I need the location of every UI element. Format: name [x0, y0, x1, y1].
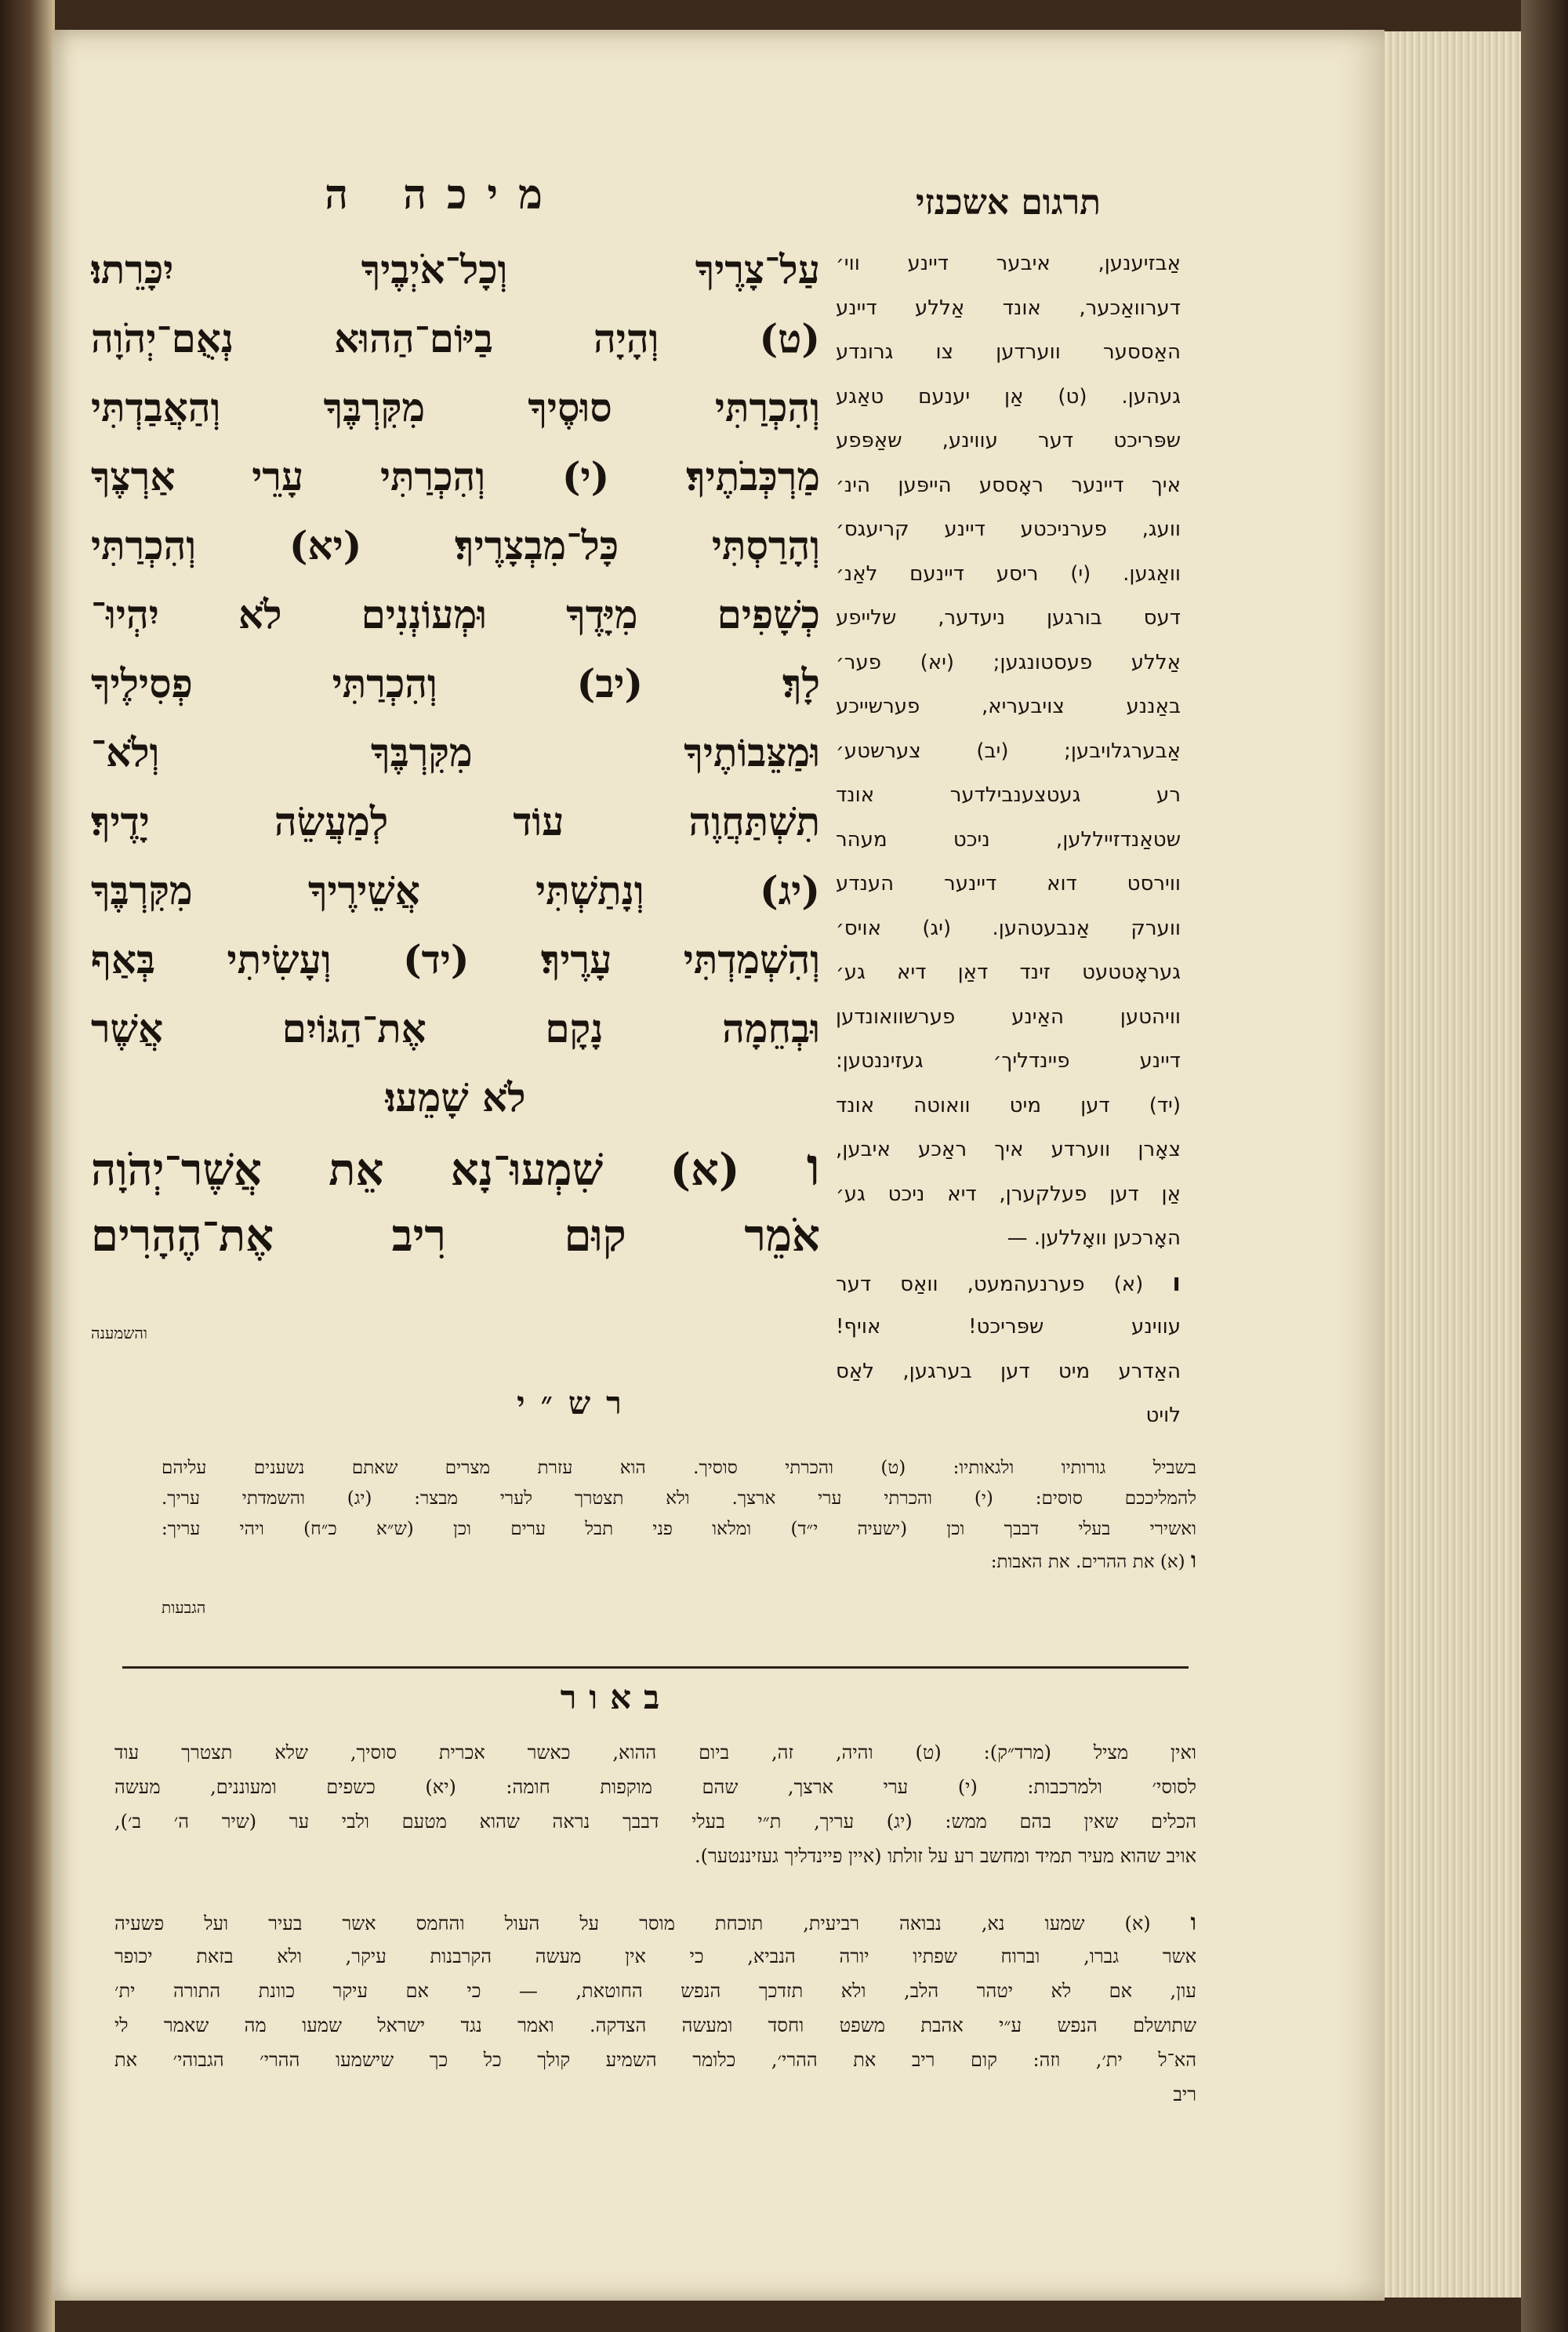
targum-line: אַללע פעסטונגען; (יא) פער׳: [836, 650, 1181, 674]
targum-line: ווערק אַנבעטהען. (יג) אויס׳: [836, 916, 1181, 940]
chapter-marker: ו: [1190, 1547, 1196, 1573]
catchword: הגבעות: [162, 1598, 206, 1617]
targum-line: געראָטטעט זינד דאַן דיא גע׳: [836, 961, 1181, 984]
chapter-marker: ו: [806, 1135, 820, 1197]
rashi-chapter-text: (א) את ההרים. את האבות:: [990, 1552, 1185, 1572]
hebrew-line: וּבְחֵמָה נָקָם אֶת־הַגּוֹיִם אֲשֶׁר: [91, 1005, 820, 1052]
hebrew-line: לֹא שָׁמֵעוּ׃: [385, 1074, 526, 1121]
targum-line: צאָרן ווערדע איך ראַכע איבען,: [836, 1138, 1181, 1161]
targum-line: וועג, פערניכטע דיינע קריעגס׳: [836, 518, 1181, 541]
targum-line: רע געטצענבילדער אונד: [836, 783, 1181, 807]
book-cover-left: [0, 0, 55, 2332]
book-page: [52, 30, 1385, 2301]
targum-line: וויהטען האַינע פערשוואונדען: [836, 1004, 1181, 1029]
targum-line: אַבערגלויבען; (יב) צערשטע׳: [836, 739, 1181, 763]
targum-line: דערוואַכער, אונד אַללע דיינע: [836, 296, 1181, 320]
rashi-title: רש״י: [517, 1385, 637, 1422]
biur-line: אויב שהוא מעיר תמיד ומחשב רע על זולתו (איין פיינדליך געזיננטער).: [694, 1845, 1196, 1867]
targum-line: שטאַנדזייללען, ניכט מעהר: [836, 827, 1181, 852]
biur-line: עון, אם לא יטהר הלב, ולא תזדכך הנפש החוטאת, — כי אם עיקר כוונת התורה ית׳: [114, 1980, 1196, 2002]
targum-line: וואַגען. (י) ריסע דיינעם לאַנ׳: [836, 561, 1181, 586]
targum-line: האַססער ווערדען צו גרונדע: [836, 340, 1181, 364]
targum-line: דיינע פיינדליך׳ געזיננטען:: [836, 1049, 1181, 1073]
rashi-commentary: [162, 1453, 1196, 1575]
biur-line: ואין מציל (מרד״ק): (ט) והיה, זה, ביום ההוא, כאשר אכרית סוסיך, שלא תצטרך עוד: [114, 1742, 1196, 1764]
page-edges: [1380, 31, 1538, 2297]
targum-line: איך דיינער ראָססע הייפּען הינ׳: [836, 473, 1181, 497]
targum-chapter-text: (א) פערנעהמעט, וואַס דער: [836, 1272, 1144, 1296]
hebrew-line: וְהִכְרַתִּי סוּסֶיךָ מִקִּרְבֶּךָ וְהַאֲבַדְתִּי: [91, 384, 820, 430]
biur-line: שתושלם הנפש ע״י אהבת משפט וחסד ומעשה הצדקה. ואמר נגד ישראל שמעו מה שאמר לי: [114, 2014, 1196, 2036]
targum-column: [836, 242, 1181, 1438]
targum-line: עווינע שפּריכט! אויף!: [836, 1315, 1181, 1339]
rashi-line: ואשירי בעלי דבבך וכן (ישעיה י״ד) ומלאו פני תבל ערים וכן (ש״א כ״ח) ויהי עריך:: [162, 1519, 1196, 1539]
targum-line: ווירסט דוא דיינער הענדע: [836, 872, 1181, 895]
biur-commentary: [114, 1735, 1196, 2112]
hebrew-line: וְהִשְׁמַדְתִּי עָרֶיךָ׃ (יד) וְעָשִׂיתִי בְּאַף: [91, 936, 820, 983]
hebrew-line: אֹמֵר קוּם רִיב אֶת־הֶהָרִים: [91, 1210, 820, 1262]
targum-line: אַן דען פעלקערן, דיא ניכט גע׳: [836, 1182, 1181, 1206]
targum-line: האַדרע מיט דען בערגען, לאַס: [836, 1359, 1181, 1383]
biur-line: אשר גברו, וברוח שפתיו יורה הנביא, כי אין מעשה הקרבנות עיקר, ולא בזאת יכופר: [114, 1945, 1196, 1967]
hebrew-chapter-text: (א) שִׁמְעוּ־נָא אֵת אֲשֶׁר־יְהֹוָה: [91, 1144, 740, 1196]
hebrew-text-column: [91, 235, 820, 1270]
hebrew-line: וּמַצֵּבוֹתֶיךָ מִקִּרְבֶּךָ וְלֹא־: [91, 729, 820, 776]
hebrew-line: וְהָרַסְתִּי כָּל־מִבְצָרֶיךָ׃ (יא) וְהִכְרַתִּי: [91, 522, 820, 568]
hebrew-chapter-line: [91, 1132, 820, 1201]
hebrew-line: (יג) וְנָתַשְׁתִּי אֲשֵׁירֶיךָ מִקִּרְבֶּךָ: [91, 867, 820, 914]
targum-line: געהען. (ט) אַן יענעם טאַגע: [836, 384, 1181, 409]
book-cover-right: [1521, 0, 1568, 2332]
biur-title: באור: [560, 1678, 673, 1716]
hebrew-line: מַרְכְּבֹתֶיךָ׃ (י) וְהִכְרַתִּי עָרֵי אַרְצֶךָ: [91, 453, 820, 499]
catchword: והשמענה: [91, 1324, 147, 1342]
section-divider: [122, 1666, 1189, 1669]
hebrew-line: תִשְׁתַּחֲוֶה עוֹד לְמַעֲשֵׂה יָדֶיךָ׃: [91, 798, 820, 845]
targum-chapter-line: [836, 1261, 1181, 1306]
chapter-marker: ו: [1172, 1268, 1181, 1297]
targum-line: באַננע צויבעריא, פערשייכע: [836, 695, 1181, 718]
biur-line: לסוסי׳ ולמרכבות: (י) ערי ארצך, שהם מוקפות חומה: (יא) כשפים ומעוננים, מעשה: [114, 1776, 1196, 1798]
targum-line: אַבזיענען, איבער דיינע ווי׳: [836, 252, 1181, 275]
hebrew-line: עַל־צָרֶיךָ וְכָל־אֹיְבֶיךָ יִכָּרֵתוּ׃: [91, 246, 820, 292]
targum-line: שפּריכט דער עווינע, שאַפּפע: [836, 429, 1181, 452]
biur-chapter-text: (א) שמעו נא, נבואה רביעית, תוכחת מוסר על העול והחמס אשר בעיר ועל פשעיה: [114, 1912, 1151, 1934]
biur-line: הכלים שאין בהם ממש: (יג) עריך, ת״י בעלי דבבך נראה שהוא מטעם ולבי ער (שיר ה׳ ב׳),: [114, 1811, 1196, 1833]
running-head-book: מיכה ה: [325, 171, 563, 219]
targum-line: (יד) דען מיט וואוטה אונד: [836, 1093, 1181, 1117]
biur-line: ריב: [1173, 2083, 1196, 2105]
targum-line: לויט: [1145, 1404, 1181, 1427]
hebrew-line: כְשָׁפִים מִיָּדֶךָ וּמְעוֹנְנִים לֹא יִהְיוּ־: [91, 591, 820, 637]
running-head-targum: תרגום אשכנזי: [915, 183, 1102, 223]
rashi-line: בשביל גורותיו ולגאותיו: (ט) והכרתי סוסיך. הוא עזרת מצרים שאתם נשענים עליהם: [162, 1458, 1196, 1478]
biur-chapter-line: [114, 1905, 1196, 1939]
biur-line: הא־ל ית׳, וזה: קום ריב את ההרי׳, כלומר השמיע קולך כל כך שישמעו ההרי׳ הגבוהי׳ את: [114, 2049, 1196, 2071]
chapter-marker: ו: [1190, 1909, 1196, 1935]
rashi-line: להמליככם סוסים: (י) והכרתי ערי ארצך. ולא תצטרך לערי מבצר: (יג) והשמדתי עריך.: [162, 1488, 1196, 1509]
targum-line: האָרכען וואָללען. —: [1007, 1226, 1181, 1250]
rashi-chapter-line: [162, 1545, 1196, 1575]
hebrew-line: לָךְ׃ (יב) וְהִכְרַתִּי פְסִילֶיךָ: [91, 660, 820, 707]
hebrew-line: (ט) וְהָיָה בַיּוֹם־הַהוּא נְאֻם־יְהֹוָה: [91, 315, 820, 361]
targum-line: דעס בורגען ניעדער, שלייפע: [836, 606, 1181, 630]
